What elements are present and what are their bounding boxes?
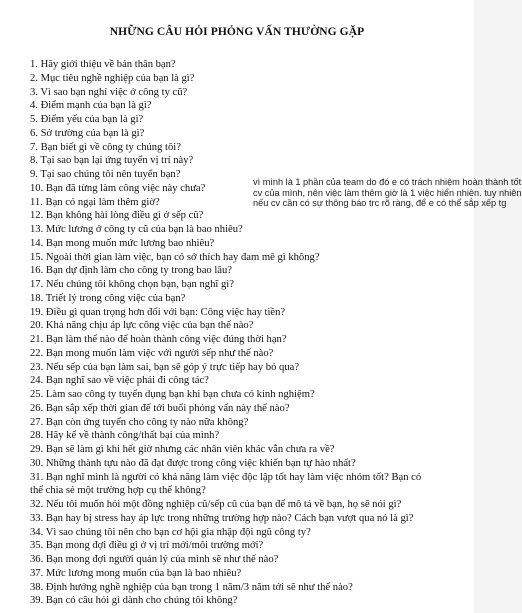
question-item: 7. Bạn biết gì về công ty chúng tôi? — [30, 141, 181, 153]
question-item: 31. Bạn nghĩ mình là người có khả năng làm việc độc lập tốt hay làm việc nhóm tốt? Bạn có — [30, 471, 422, 483]
question-item: 37. Mức lương mong muốn của bạn là bao nhiêu? — [30, 567, 242, 579]
question-item: 12. Bạn không hài lòng điều gì ở sếp cũ? — [30, 210, 204, 222]
question-item: 23. Nếu sếp của bạn làm sai, bạn sẽ góp ý trực tiếp hay bỏ qua? — [30, 361, 300, 373]
question-item: 27. Bạn còn ứng tuyển cho công ty nào nữa không? — [30, 416, 249, 428]
question-item: 5. Điểm yếu của bạn là gì? — [30, 114, 144, 125]
note-line: vì mình là 1 phần của team do đó e có trách nhiệm hoàn thành tốt — [253, 177, 522, 187]
question-item: 38. Định hướng nghề nghiệp của bạn trong 1 năm/3 năm tới sẽ như thế nào? — [30, 581, 353, 593]
question-item: 4. Điểm mạnh của bạn là gì? — [30, 100, 152, 112]
question-list — [30, 58, 522, 608]
question-item: 35. Bạn mong đợi điều gì ở vị trí mới/môi trường mới? — [30, 540, 264, 552]
question-item: 34. Vì sao chúng tôi nên cho bạn cơ hội gia nhập đội ngũ công ty? — [30, 526, 311, 538]
question-item: 19. Điều gì quan trọng hơn đối với bạn: Công việc hay tiền? — [30, 306, 286, 318]
question-item: 10. Bạn đã từng làm công việc này chưa? — [30, 182, 206, 194]
question-item: 25. Làm sao công ty tuyển dụng bạn khi bạn chưa có kinh nghiệm? — [30, 389, 315, 400]
question-item: 13. Mức lương ở công ty cũ của bạn là bao nhiêu? — [30, 224, 243, 235]
question-item: 20. Khả năng chịu áp lực công việc của bạn thế nào? — [30, 320, 254, 332]
question-item: 18. Triết lý trong công việc của bạn? — [30, 292, 186, 304]
question-item: 29. Bạn sẽ làm gì khi hết giờ nhưng các nhân viên khác vẫn chưa ra về? — [30, 444, 335, 455]
question-item: 3. Vì sao bạn nghỉ việc ở công ty cũ? — [30, 86, 188, 98]
question-item: 30. Những thành tựu nào đã đạt được trong công việc khiến bạn tự hào nhất? — [30, 457, 356, 469]
question-item: 6. Sở trường của bạn là gì? — [30, 127, 145, 139]
question-item: 39. Bạn có câu hỏi gì dành cho chúng tôi không? — [30, 595, 238, 607]
note-line: cv của mình, nên việc làm thêm giờ là 1 việc hiển nhiên. tuy nhiên — [253, 187, 522, 198]
question-item: 14. Bạn mong muốn mức lương bao nhiêu? — [30, 237, 215, 249]
question-item: 24. Bạn nghĩ sao về việc phải đi công tác? — [30, 375, 209, 387]
question-item: 26. Bạn sắp xếp thời gian để tới buổi phỏng vấn này thế nào? — [30, 402, 290, 414]
question-item: 16. Bạn dự định làm cho công ty trong bao lâu? — [30, 265, 232, 277]
question-item: 1. Hãy giới thiệu về bản thân bạn? — [30, 59, 176, 70]
question-item: 9. Tại sao chúng tôi nên tuyển bạn? — [30, 169, 181, 180]
question-item: 22. Bạn mong muốn làm việc với người sếp như thế nào? — [30, 347, 274, 359]
note-line: nếu cv cần có sự thông báo trc rõ ràng, để e có thể sắp xếp tg — [253, 198, 507, 209]
question-item: 21. Bạn làm thế nào để hoàn thành công việc đúng thời hạn? — [30, 334, 287, 345]
question-item: 33. Bạn hay bị stress hay áp lực trong những trường hợp nào? Cách bạn vượt qua nó là gì? — [30, 512, 414, 524]
question-item: 2. Mục tiêu nghề nghiệp của bạn là gì? — [30, 72, 195, 84]
question-item: thể chia sẻ một trường hợp cụ thể không? — [30, 485, 206, 497]
question-item: 15. Ngoài thời gian làm việc, bạn có sở thích hay đam mê gì không? — [30, 251, 320, 263]
question-item: 8. Tại sao bạn lại ứng tuyển vị trí này? — [30, 155, 194, 167]
page-title: NHỮNG CÂU HỎI PHỎNG VẤN THƯỜNG GẶP — [109, 26, 365, 38]
question-item: 36. Bạn mong đợi người quản lý của mình sẽ như thế nào? — [30, 554, 279, 565]
question-item: 28. Hãy kể về thành công/thất bại của mình? — [30, 430, 220, 442]
handwritten-note — [253, 177, 522, 209]
question-item: 17. Nếu chúng tôi không chọn bạn, bạn nghĩ gì? — [30, 279, 234, 290]
question-item: 32. Nếu tôi muốn hỏi một đồng nghiệp cũ/sếp cũ của bạn để mô tả về bạn, họ sẽ nói gì? — [30, 499, 402, 510]
question-item: 11. Bạn có ngại làm thêm giờ? — [30, 196, 160, 208]
